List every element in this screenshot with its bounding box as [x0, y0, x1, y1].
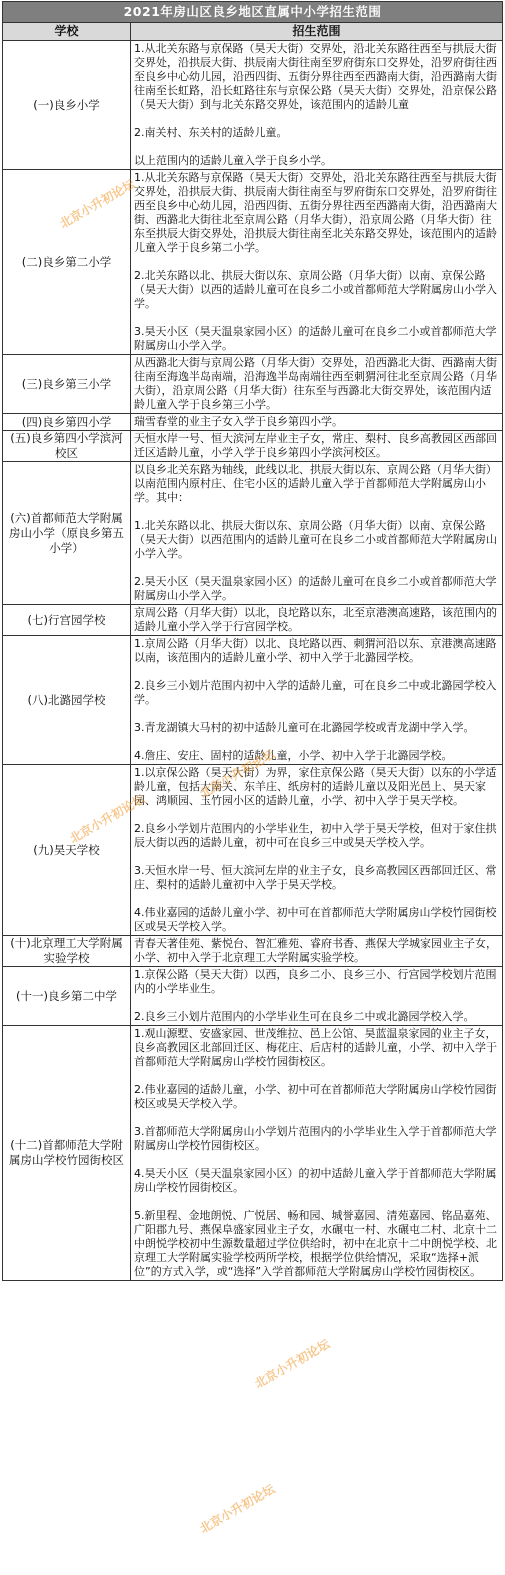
- admission-table-sheet: [2, 1, 502, 1281]
- paragraph-gap: [134, 850, 499, 864]
- watermark-text: 北京小升初论坛: [197, 1481, 278, 1536]
- scope-paragraph: 3.天恒水岸一号、恒大滨河左岸的业主子女，良乡高教园区西部回迁区、常庄、梨村的适龄儿童初中入学于昊天学校。: [134, 864, 497, 891]
- header-school: 学校: [3, 23, 131, 41]
- table-row: [3, 605, 503, 636]
- scope-paragraph: 2.伟业嘉园的适龄儿童，小学、初中可在首都师范大学附属房山学校竹园街校区或昊天学校入学。: [134, 1083, 497, 1110]
- paragraph-gap: [134, 1195, 499, 1209]
- scope-paragraph: 1.京保公路（昊天大街）以西，良乡二小、良乡三小、行宫园学校划片范围内的小学毕业生。: [134, 968, 497, 995]
- scope-paragraph: 3.昊天小区（昊天温泉家园小区）的适龄儿童可在良乡二小或首都师范大学附属房山小学入学。: [134, 325, 497, 352]
- scope-paragraph: 2.北关东路以北、拱辰大街以东、京周公路（月华大街）以南、京保公路（昊天大街）以西的适龄儿童可在良乡二小或首都师范大学附属房山小学入学。: [134, 269, 497, 310]
- school-name: (七)行宫园学校: [3, 605, 131, 636]
- title-row: [3, 2, 503, 23]
- school-name: (一)良乡小学: [3, 41, 131, 170]
- scope-cell: [131, 41, 503, 170]
- scope-paragraph: 2.良乡三小划片范围内的小学毕业生可在良乡二中或北潞园学校入学。: [134, 1010, 475, 1023]
- paragraph-gap: [134, 996, 499, 1010]
- scope-paragraph: 4.昊天小区（昊天温泉家园小区）的初中适龄儿童入学于首都师范大学附属房山学校竹园街校区。: [134, 1167, 497, 1194]
- watermark-text: 北京小升初论坛: [197, 746, 278, 801]
- school-name: (二)良乡第二小学: [3, 170, 131, 355]
- paragraph-gap: [134, 892, 499, 906]
- table-row: [3, 936, 503, 967]
- scope-cell: [131, 355, 503, 414]
- scope-cell: [131, 431, 503, 462]
- school-name: (三)良乡第三小学: [3, 355, 131, 414]
- scope-paragraph: 2.昊天小区（昊天温泉家园小区）的适龄儿童可在良乡二小或首都师范大学附属房山小学入学。: [134, 575, 497, 602]
- school-name: (八)北潞园学校: [3, 636, 131, 765]
- scope-cell: [131, 967, 503, 1026]
- scope-cell: [131, 765, 503, 936]
- table-row: [3, 41, 503, 170]
- paragraph-gap: [134, 1153, 499, 1167]
- scope-paragraph: 从西潞北大街与京周公路（月华大街）交界处，沿西潞北大街、西潞南大街往南至海逸半岛南端，沿海逸半岛南端往西至刺猬河往北至京周公路（月华大街），沿京周公路（月华大街）往东至与西潞北大街交界处，该范围内适龄儿童入学于良乡第三小学。: [134, 356, 497, 411]
- table-row: [3, 431, 503, 462]
- scope-cell: [131, 462, 503, 605]
- scope-cell: [131, 1026, 503, 1281]
- watermark-text: 北京小升初论坛: [57, 176, 138, 231]
- scope-paragraph: 1.北关东路以北、拱辰大街以东、京周公路（月华大街）以南、京保公路（昊天大街）以西范围内的适龄儿童可在良乡二小或首都师范大学附属房山小学入学。: [134, 519, 497, 560]
- table-title: 2021年房山区良乡地区直属中小学招生范围: [3, 2, 503, 23]
- table-row: [3, 170, 503, 355]
- scope-paragraph: 1.京周公路（月华大街）以北、良坨路以西、刺猬河沿以东、京港澳高速路以南，该范围内的适龄儿童小学、初中入学于北潞园学校。: [134, 637, 497, 664]
- paragraph-gap: [134, 311, 499, 325]
- paragraph-gap: [134, 707, 499, 721]
- table-row: [3, 462, 503, 605]
- table-row: [3, 636, 503, 765]
- scope-paragraph: 京周公路（月华大街）以北，良坨路以东，北至京港澳高速路，该范围内的适龄儿童小学入学于行宫园学校。: [134, 606, 497, 633]
- table-row: [3, 1026, 503, 1281]
- school-name: (十)北京理工大学附属实验学校: [3, 936, 131, 967]
- paragraph-gap: [134, 561, 499, 575]
- scope-paragraph: 以良乡北关东路为轴线，此线以北、拱辰大街以东、京周公路（月华大街）以南范围内原村庄、住宅小区的适龄儿童入学于首都师范大学附属房山小学。其中：: [134, 463, 497, 504]
- scope-paragraph: 3.青龙湖镇大马村的初中适龄儿童可在北潞园学校或青龙湖中学入学。: [134, 721, 475, 734]
- school-name: (十一)良乡第二中学: [3, 967, 131, 1026]
- scope-paragraph: 天恒水岸一号、恒大滨河左岸业主子女，常庄、梨村、良乡高教园区西部回迁区适龄儿童，小学入学于良乡第四小学滨河校区。: [134, 432, 497, 459]
- watermark-text: 北京小升初论坛: [252, 1336, 333, 1391]
- table-row: [3, 765, 503, 936]
- school-name: (四)良乡第四小学: [3, 414, 131, 431]
- scope-cell: [131, 170, 503, 355]
- admission-table: [2, 1, 503, 1281]
- paragraph-gap: [134, 735, 499, 749]
- scope-paragraph: 1.观山源墅、安盛家园、世茂维拉、邑上公馆、昊蓝温泉家园的业主子女，良乡高教园区北部回迁区、梅花庄、后店村的适龄儿童，小学、初中入学于首都师范大学附属房山学校竹园街校区。: [134, 1027, 497, 1068]
- paragraph-gap: [134, 112, 499, 126]
- header-scope: 招生范围: [131, 23, 503, 41]
- table-row: [3, 414, 503, 431]
- scope-paragraph: 瑞雪春堂的业主子女入学于良乡第四小学。: [134, 415, 343, 428]
- school-name: (五)良乡第四小学滨河校区: [3, 431, 131, 462]
- scope-paragraph: 1.以京保公路（昊天大街）为界，家住京保公路（昊天大街）以东的小学适龄儿童，包括大南关、东羊庄、纸房村的适龄儿童以及阳光邑上、昊天家园、鸿顺园、玉竹园小区的适龄儿童，小学、初中入学于昊天学校。: [134, 766, 497, 807]
- scope-paragraph: 1.从北关东路与京保路（昊天大街）交界处，沿北关东路往西至与拱辰大街交界处，沿拱辰大街、拱辰南大街往南至与罗府街东口交界处，沿罗府街往西至良乡中心幼儿园，沿西四街、五街分界往西至西潞南大街，沿西潞南大街、西潞北大街往北至京周公路（月华大街），沿京周公路（月华大街）往东至拱辰大街交界处，沿拱辰大街往南至北关东路交界处，该范围内的适龄儿童入学于良乡第二小学。: [134, 171, 497, 254]
- school-name: (九)昊天学校: [3, 765, 131, 936]
- table-row: [3, 967, 503, 1026]
- watermark-text: 北京小升初论坛: [67, 791, 148, 846]
- scope-paragraph: 4.伟业嘉园的适龄儿童小学、初中可在首都师范大学附属房山学校竹园街校区或昊天学校入学。: [134, 906, 497, 933]
- scope-paragraph: 1.从北关东路与京保路（昊天大街）交界处，沿北关东路往西至与拱辰大街交界处，沿拱辰大街、拱辰南大街往南至罗府街东口交界处，沿罗府街往西至良乡中心幼儿园，沿西四街、五街分界往西至西潞南大街，沿西潞南大街往南至长虹路，沿长虹路往东与京保公路（昊天大街）交界处，沿京保公路（昊天大街）到与北关东路交界处，该范围内的适龄儿童: [134, 42, 497, 111]
- scope-paragraph: 以上范围内的适龄儿童入学于良乡小学。: [134, 154, 332, 167]
- paragraph-gap: [134, 1111, 499, 1125]
- scope-paragraph: 2.南关村、东关村的适龄儿童。: [134, 126, 288, 139]
- school-name: (六)首都师范大学附属房山小学（原良乡第五小学）: [3, 462, 131, 605]
- paragraph-gap: [134, 665, 499, 679]
- school-name: (十二)首都师范大学附属房山学校竹园街校区: [3, 1026, 131, 1281]
- table-row: [3, 355, 503, 414]
- scope-cell: [131, 636, 503, 765]
- scope-cell: [131, 414, 503, 431]
- paragraph-gap: [134, 808, 499, 822]
- scope-paragraph: 2.良乡小学划片范围内的小学毕业生，初中入学于昊天学校，但对于家住拱辰大街以西的适龄儿童，初中可在良乡三中或昊天学校入学。: [134, 822, 497, 849]
- scope-paragraph: 5.新里程、金地朗悦、广悦居、畅和园、城誉嘉园、清苑嘉园、铭品嘉苑、广阳郡九号、燕保阜盛家园业主子女，水碾屯一村、水碾屯二村、北京十二中朗悦学校初中生源数量超过学位供给时，初中在北京十二中朗悦学校、北京理工大学附属实验学校两所学校，根据学位供给情况，采取“选择+派位”的方式入学，或“选择”入学首都师范大学附属房山学校竹园街校区。: [134, 1209, 497, 1278]
- paragraph-gap: [134, 255, 499, 269]
- scope-cell: [131, 605, 503, 636]
- scope-paragraph: 2.良乡三小划片范围内初中入学的适龄儿童，可在良乡二中或北潞园学校入学。: [134, 679, 497, 706]
- scope-paragraph: 4.詹庄、安庄、固村的适龄儿童，小学、初中入学于北潞园学校。: [134, 749, 453, 762]
- table-body: [3, 41, 503, 1281]
- scope-paragraph: 青春天著佳苑、紫悦台、智汇雅苑、睿府书香、燕保大学城家园业主子女，小学、初中入学于北京理工大学附属实验学校。: [134, 937, 497, 964]
- header-row: [3, 23, 503, 41]
- paragraph-gap: [134, 140, 499, 154]
- scope-cell: [131, 936, 503, 967]
- scope-paragraph: 3.首都师范大学附属房山小学划片范围内的小学毕业生入学于首都师范大学附属房山学校竹园街校区。: [134, 1125, 497, 1152]
- paragraph-gap: [134, 505, 499, 519]
- paragraph-gap: [134, 1069, 499, 1083]
